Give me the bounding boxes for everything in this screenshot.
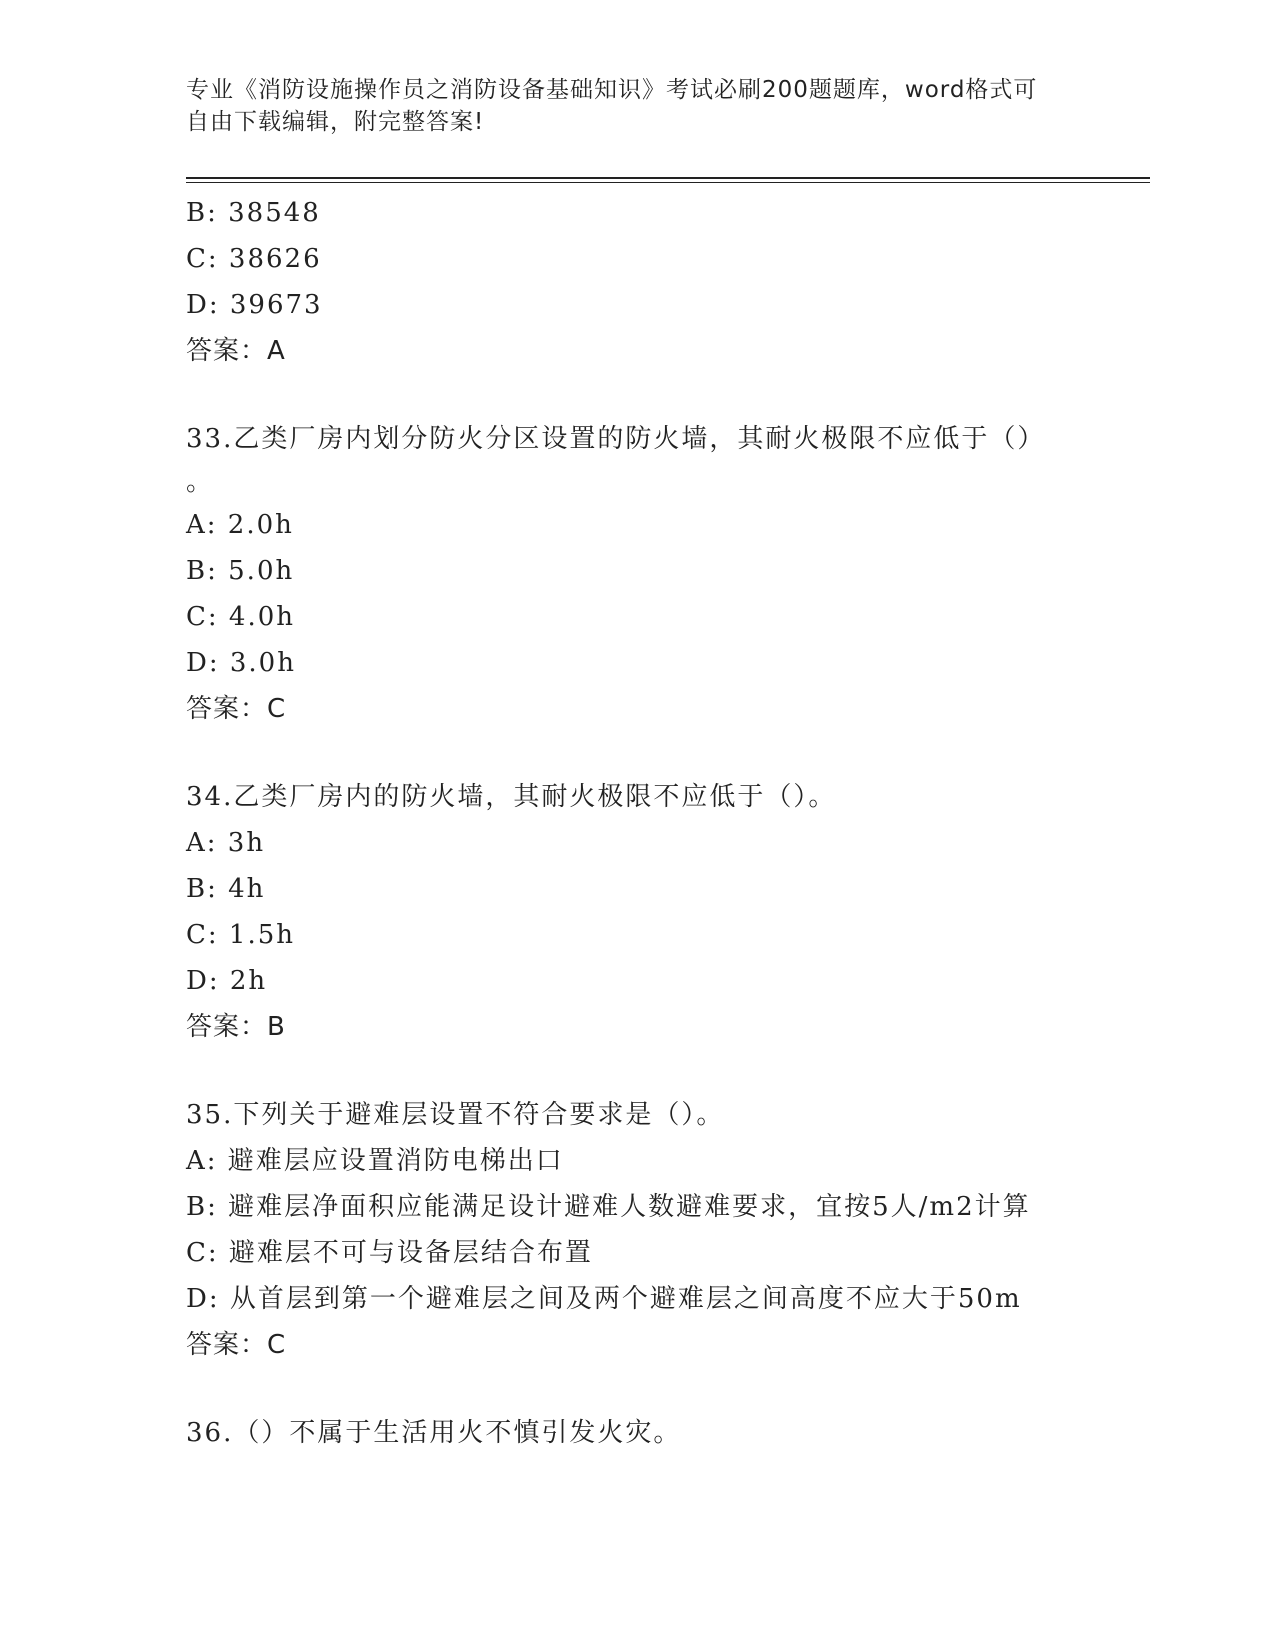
answer-line: 答案：C (186, 694, 287, 724)
answer-line: 答案：B (186, 1012, 286, 1042)
option-a: A: 避难层应设置消防电梯出口 (186, 1146, 564, 1176)
option-b: B: 4h (186, 874, 266, 904)
option-d: D: 3.0h (186, 648, 296, 678)
option-d: D: 从首层到第一个避难层之间及两个避难层之间高度不应大于50m (186, 1284, 1022, 1314)
option-a: A: 3h (186, 828, 266, 858)
question-title: 34.乙类厂房内的防火墙，其耐火极限不应低于（）。 (186, 782, 837, 812)
option-c: C: 4.0h (186, 602, 296, 632)
option-b: B: 5.0h (186, 556, 295, 586)
question-33 (186, 416, 1150, 732)
header-line-1: 专业《消防设施操作员之消防设备基础知识》考试必刷200题题库，word格式可 (186, 77, 1038, 103)
document-header (186, 74, 1066, 138)
option-d: D: 2h (186, 966, 268, 996)
option-b: B: 避难层净面积应能满足设计避难人数避难要求，宜按5人/m2计算 (186, 1192, 1031, 1222)
answer-line: 答案：C (186, 1330, 287, 1360)
question-title-continuation: 。 (186, 467, 215, 497)
header-line-2: 自由下载编辑，附完整答案! (186, 109, 485, 135)
question-36 (186, 1410, 1150, 1456)
question-title: 33.乙类厂房内划分防火分区设置的防火墙，其耐火极限不应低于（） (186, 424, 1046, 454)
option-c: C: 1.5h (186, 920, 296, 950)
answer-line: 答案：A (186, 336, 286, 366)
option-d: D: 39673 (186, 290, 323, 320)
question-title: 35.下列关于避难层设置不符合要求是（）。 (186, 1100, 725, 1130)
previous-question-tail (186, 190, 1150, 374)
question-35 (186, 1092, 1150, 1368)
question-34 (186, 774, 1150, 1050)
header-divider (186, 177, 1150, 183)
question-title: 36.（）不属于生活用火不慎引发火灾。 (186, 1418, 682, 1448)
question-list (186, 190, 1150, 1456)
option-a: A: 2.0h (186, 510, 294, 540)
option-b: B: 38548 (186, 198, 321, 228)
option-c: C: 38626 (186, 244, 322, 274)
option-c: C: 避难层不可与设备层结合布置 (186, 1238, 593, 1268)
